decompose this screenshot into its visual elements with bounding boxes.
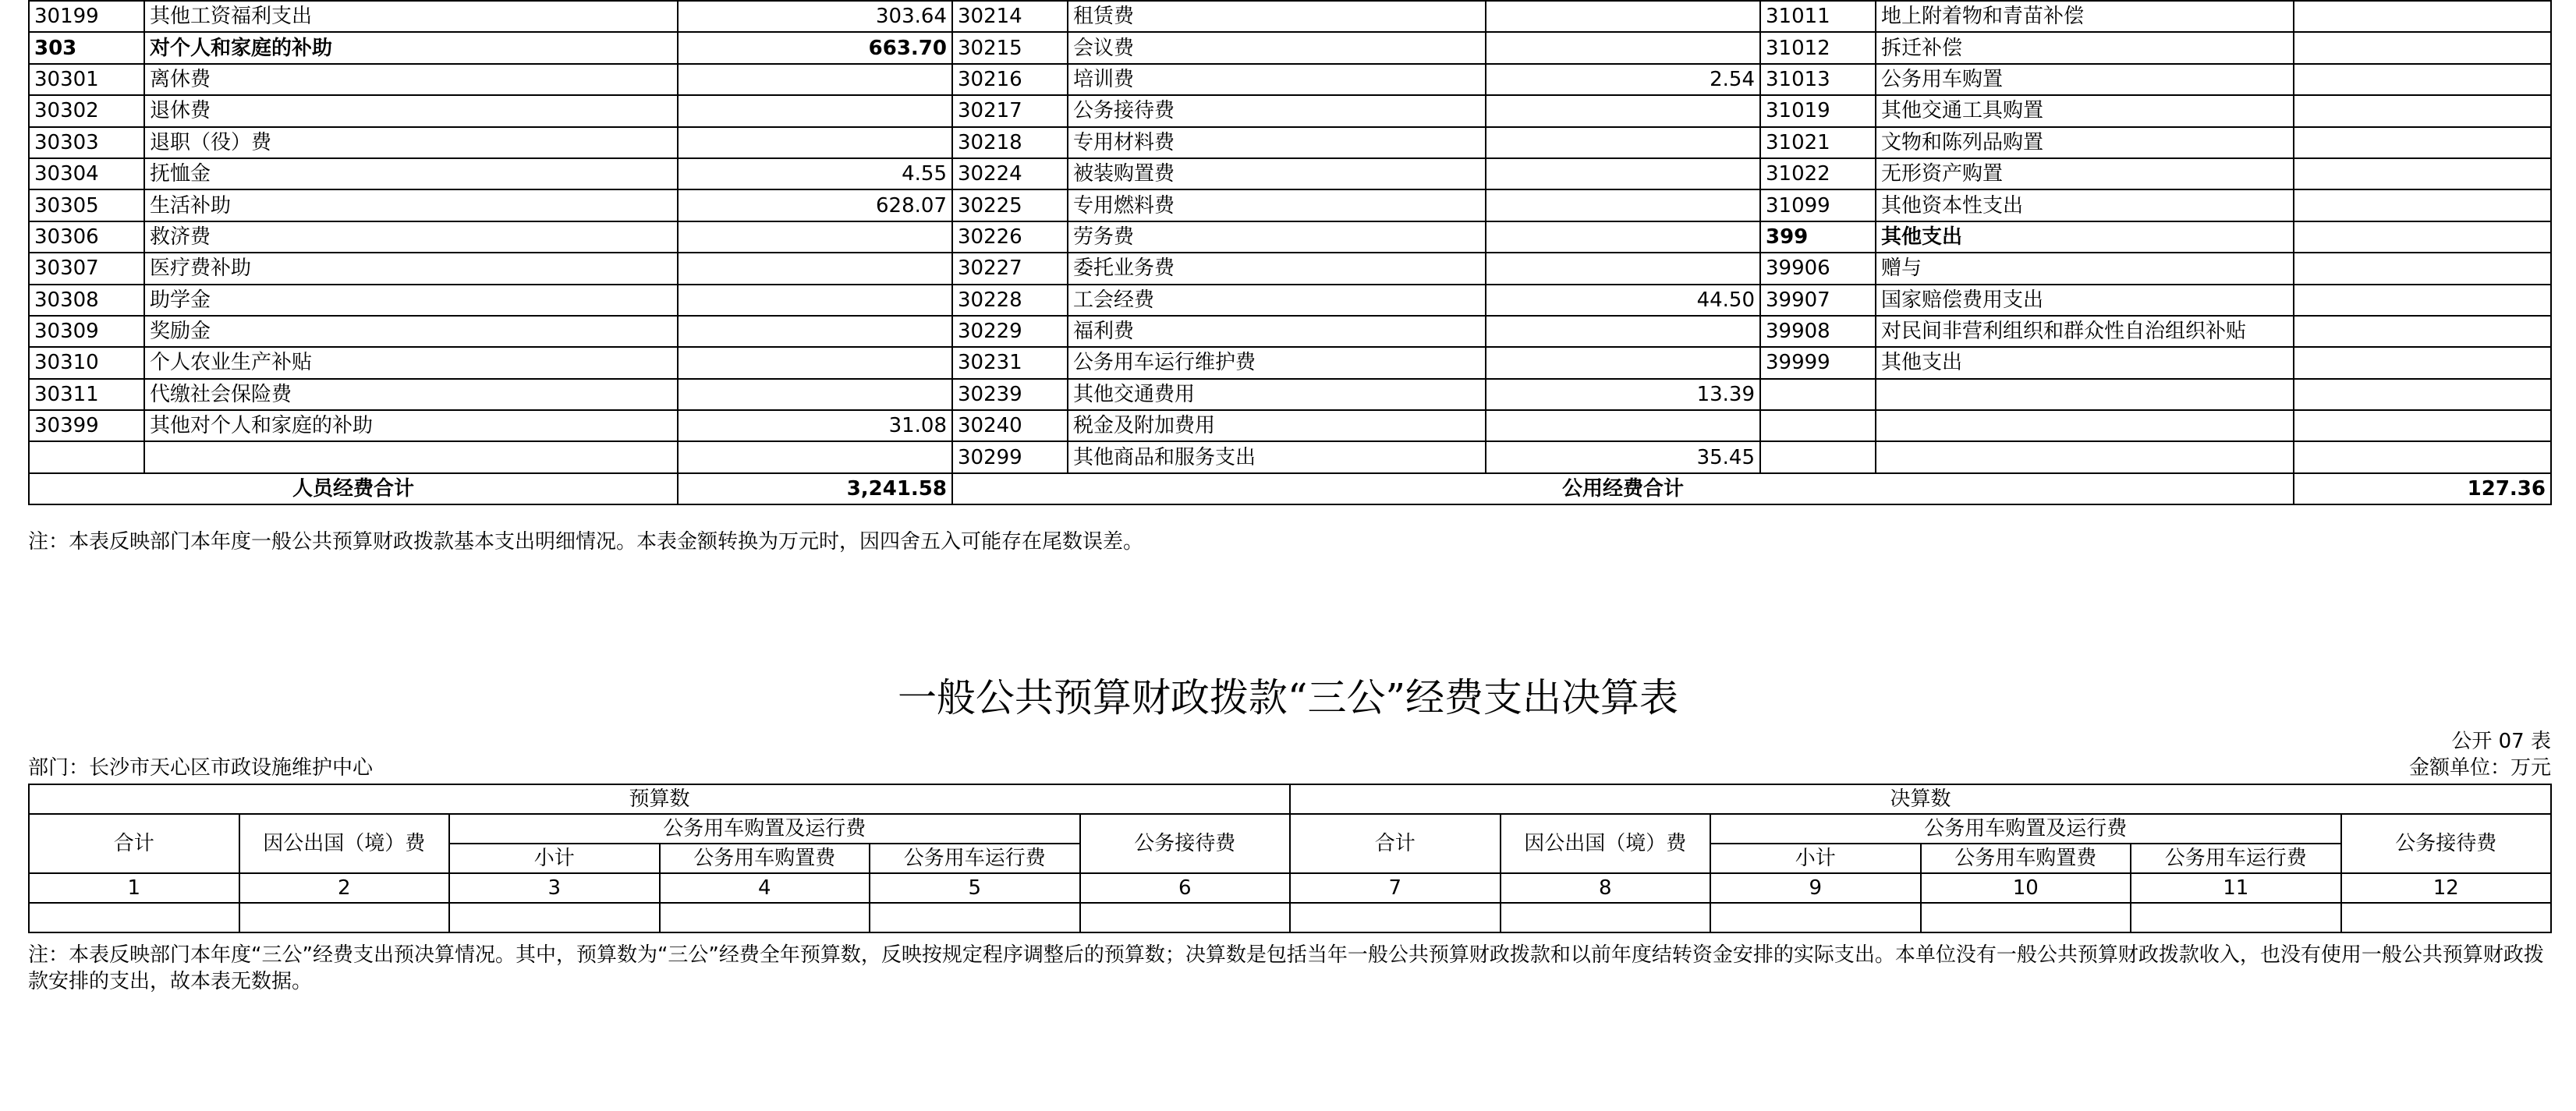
cell-amount-1: 303.64: [678, 1, 952, 32]
cell-name-3: 地上附着物和青苗补偿: [1876, 1, 2294, 32]
cell-name-2: 租赁费: [1068, 1, 1486, 32]
cell-amount-1: [678, 285, 952, 316]
cell-amount-3: [2294, 316, 2551, 347]
cell-amount-3: [2294, 64, 2551, 95]
cell-code-3: [1760, 441, 1876, 472]
cell-code-3: 39908: [1760, 316, 1876, 347]
column-number: 4: [660, 873, 870, 903]
cell-name-2: 公务用车运行维护费: [1068, 347, 1486, 378]
column-number: 5: [870, 873, 1080, 903]
table-row: [29, 64, 2551, 95]
cell-amount-3: [2294, 221, 2551, 253]
cell-name-1: 救济费: [144, 221, 678, 253]
column-number-row: [29, 873, 2551, 903]
cell-code-2: 30214: [952, 1, 1068, 32]
cell-name-1: 离休费: [144, 64, 678, 95]
cell-amount-3: [2294, 410, 2551, 441]
cell-name-3: 其他交通工具购置: [1876, 95, 2294, 126]
cell-code-2: 30226: [952, 221, 1068, 253]
page-title: 一般公共预算财政拨款“三公”经费支出决算表: [897, 675, 1679, 720]
cell-code-1: 30399: [29, 410, 144, 441]
budget-vehicle-header: 公务用车购置及运行费: [449, 814, 1080, 844]
cell-code-1: 30311: [29, 379, 144, 410]
cell-amount-2: [1486, 189, 1760, 221]
table-row: [29, 379, 2551, 410]
cell-amount-3: [2294, 32, 2551, 63]
cell-name-3: 拆迁补偿: [1876, 32, 2294, 63]
column-number: 1: [29, 873, 239, 903]
cell-name-2: 其他交通费用: [1068, 379, 1486, 410]
final-header: 决算数: [1290, 784, 2551, 814]
cell-code-1: 30305: [29, 189, 144, 221]
cell-code-3: 39999: [1760, 347, 1876, 378]
table-row: [29, 32, 2551, 63]
cell-code-1: [29, 441, 144, 472]
final-purchase-header: 公务用车购置费: [1921, 844, 2131, 873]
cell-amount-1: [678, 127, 952, 158]
header-row-1: [29, 784, 2551, 814]
column-number: 7: [1290, 873, 1501, 903]
table-row: [29, 441, 2551, 472]
table-row: [29, 189, 2551, 221]
budget-header: 预算数: [29, 784, 1290, 814]
cell-code-2: 30240: [952, 410, 1068, 441]
cell-amount-3: [2294, 253, 2551, 284]
cell-code-3: 31012: [1760, 32, 1876, 63]
cell-code-3: 31099: [1760, 189, 1876, 221]
cell-amount-2: [1486, 95, 1760, 126]
public-total-value: 127.36: [2294, 473, 2551, 504]
table-row: [29, 127, 2551, 158]
cell-name-1: [144, 441, 678, 472]
three-public-expenses-table: [28, 784, 2552, 933]
cell-amount-1: 4.55: [678, 158, 952, 189]
final-abroad-header: 因公出国（境）费: [1501, 814, 1711, 873]
header-row-2: [29, 814, 2551, 844]
column-number: 12: [2341, 873, 2552, 903]
cell-amount-1: [678, 64, 952, 95]
cell-amount-1: [678, 95, 952, 126]
table1-note: 注：本表反映部门本年度一般公共预算财政拨款基本支出明细情况。本表金额转换为万元时，因四舍五入可能存在尾数误差。: [28, 530, 1144, 554]
cell-code-3: 31019: [1760, 95, 1876, 126]
cell-code-1: 30309: [29, 316, 144, 347]
table-row: [29, 95, 2551, 126]
column-number: 9: [1710, 873, 1921, 903]
total-row: [29, 473, 2551, 504]
table-row: [29, 1, 2551, 32]
final-subtotal-header: 小计: [1710, 844, 1921, 873]
cell-code-3: [1760, 379, 1876, 410]
cell-name-3: 其他支出: [1876, 221, 2294, 253]
cell-code-3: [1760, 410, 1876, 441]
public-total-label: 公用经费合计: [952, 473, 2294, 504]
column-number: 6: [1080, 873, 1291, 903]
table2-note: 注：本表反映部门本年度“三公”经费支出预决算情况。其中，预算数为“三公”经费全年预算数，反映按规定程序调整后的预算数；决算数是包括当年一般公共预算财政拨款和以前年度结转资金安排的实际支出。本单位没有一般公共预算财政拨款收入，也没有使用一般公共预算财政拨款安排的支出，故本表无数据。: [28, 943, 2544, 993]
cell-name-1: 个人农业生产补贴: [144, 347, 678, 378]
cell-name-1: 医疗费补助: [144, 253, 678, 284]
cell-code-1: 303: [29, 32, 144, 63]
cell-amount-2: [1486, 1, 1760, 32]
cell-name-1: 其他工资福利支出: [144, 1, 678, 32]
cell-code-2: 30227: [952, 253, 1068, 284]
cell-name-3: 公务用车购置: [1876, 64, 2294, 95]
cell-code-1: 30199: [29, 1, 144, 32]
table-row: [29, 316, 2551, 347]
budget-abroad-header: 因公出国（境）费: [239, 814, 450, 873]
cell-amount-2: 44.50: [1486, 285, 1760, 316]
cell-name-2: 专用燃料费: [1068, 189, 1486, 221]
cell-amount-2: [1486, 316, 1760, 347]
cell-code-2: 30217: [952, 95, 1068, 126]
cell-amount-2: [1486, 158, 1760, 189]
cell-name-2: 委托业务费: [1068, 253, 1486, 284]
department-label: 部门：长沙市天心区市政设施维护中心: [28, 756, 374, 780]
cell-name-1: 助学金: [144, 285, 678, 316]
cell-amount-2: [1486, 127, 1760, 158]
cell-code-3: 39907: [1760, 285, 1876, 316]
cell-amount-3: [2294, 127, 2551, 158]
cell-name-1: 抚恤金: [144, 158, 678, 189]
cell-code-1: 30301: [29, 64, 144, 95]
final-vehicle-header: 公务用车购置及运行费: [1710, 814, 2341, 844]
cell-code-1: 30302: [29, 95, 144, 126]
cell-amount-3: [2294, 285, 2551, 316]
cell-amount-2: [1486, 410, 1760, 441]
unit-label: 金额单位：万元: [2408, 756, 2551, 780]
cell-code-2: 30216: [952, 64, 1068, 95]
cell-amount-2: 13.39: [1486, 379, 1760, 410]
final-reception-header: 公务接待费: [2341, 814, 2552, 873]
cell-amount-3: [2294, 158, 2551, 189]
cell-amount-3: [2294, 95, 2551, 126]
cell-code-3: 31011: [1760, 1, 1876, 32]
cell-code-3: 399: [1760, 221, 1876, 253]
budget-purchase-header: 公务用车购置费: [660, 844, 870, 873]
cell-code-2: 30224: [952, 158, 1068, 189]
cell-name-1: 退休费: [144, 95, 678, 126]
cell-name-3: 文物和陈列品购置: [1876, 127, 2294, 158]
budget-subtotal-header: 小计: [449, 844, 660, 873]
table-row: [29, 410, 2551, 441]
cell-code-3: 39906: [1760, 253, 1876, 284]
table-row: [29, 253, 2551, 284]
cell-amount-1: [678, 316, 952, 347]
cell-name-2: 其他商品和服务支出: [1068, 441, 1486, 472]
cell-amount-2: [1486, 253, 1760, 284]
personnel-total-label: 人员经费合计: [29, 473, 678, 504]
cell-code-1: 30303: [29, 127, 144, 158]
cell-code-2: 30218: [952, 127, 1068, 158]
personnel-total-value: 3,241.58: [678, 473, 952, 504]
cell-code-1: 30304: [29, 158, 144, 189]
cell-amount-2: [1486, 221, 1760, 253]
cell-code-2: 30299: [952, 441, 1068, 472]
cell-name-2: 专用材料费: [1068, 127, 1486, 158]
cell-code-2: 30239: [952, 379, 1068, 410]
cell-amount-3: [2294, 379, 2551, 410]
cell-name-1: 对个人和家庭的补助: [144, 32, 678, 63]
column-number: 11: [2131, 873, 2341, 903]
cell-code-3: 31013: [1760, 64, 1876, 95]
empty-data-row: [29, 903, 2551, 932]
cell-code-2: 30215: [952, 32, 1068, 63]
cell-name-2: 公务接待费: [1068, 95, 1486, 126]
cell-name-3: 对民间非营利组织和群众性自治组织补贴: [1876, 316, 2294, 347]
column-number: 8: [1501, 873, 1711, 903]
cell-name-3: 国家赔偿费用支出: [1876, 285, 2294, 316]
cell-amount-2: 2.54: [1486, 64, 1760, 95]
cell-code-2: 30229: [952, 316, 1068, 347]
cell-code-1: 30310: [29, 347, 144, 378]
cell-name-3: [1876, 379, 2294, 410]
column-number: 10: [1921, 873, 2131, 903]
cell-name-3: 赠与: [1876, 253, 2294, 284]
table-row: [29, 221, 2551, 253]
cell-name-2: 会议费: [1068, 32, 1486, 63]
cell-amount-2: [1486, 347, 1760, 378]
form-number: 公开 07 表: [2451, 730, 2551, 753]
final-total-header: 合计: [1290, 814, 1501, 873]
cell-amount-3: [2294, 347, 2551, 378]
table-row: [29, 347, 2551, 378]
cell-amount-3: [2294, 1, 2551, 32]
cell-name-1: 其他对个人和家庭的补助: [144, 410, 678, 441]
cell-name-3: 无形资产购置: [1876, 158, 2294, 189]
cell-amount-2: 35.45: [1486, 441, 1760, 472]
cell-name-2: 被装购置费: [1068, 158, 1486, 189]
cell-amount-1: 663.70: [678, 32, 952, 63]
cell-name-1: 奖励金: [144, 316, 678, 347]
budget-total-header: 合计: [29, 814, 239, 873]
final-operation-header: 公务用车运行费: [2131, 844, 2341, 873]
cell-amount-1: [678, 253, 952, 284]
cell-amount-1: 628.07: [678, 189, 952, 221]
cell-name-3: [1876, 441, 2294, 472]
table-row: [29, 158, 2551, 189]
cell-amount-3: [2294, 441, 2551, 472]
cell-amount-1: [678, 347, 952, 378]
cell-amount-1: [678, 221, 952, 253]
cell-code-3: 31022: [1760, 158, 1876, 189]
cell-name-1: 代缴社会保险费: [144, 379, 678, 410]
cell-name-2: 劳务费: [1068, 221, 1486, 253]
cell-code-1: 30307: [29, 253, 144, 284]
cell-code-1: 30306: [29, 221, 144, 253]
budget-operation-header: 公务用车运行费: [870, 844, 1080, 873]
cell-amount-1: [678, 441, 952, 472]
cell-name-3: 其他支出: [1876, 347, 2294, 378]
cell-code-2: 30225: [952, 189, 1068, 221]
cell-name-3: 其他资本性支出: [1876, 189, 2294, 221]
cell-amount-1: [678, 379, 952, 410]
cell-code-1: 30308: [29, 285, 144, 316]
cell-code-2: 30228: [952, 285, 1068, 316]
budget-reception-header: 公务接待费: [1080, 814, 1291, 873]
basic-expenditure-table: [28, 0, 2552, 505]
cell-code-3: 31021: [1760, 127, 1876, 158]
basic-expenditure-table-body: [29, 1, 2551, 473]
cell-name-2: 工会经费: [1068, 285, 1486, 316]
cell-name-1: 生活补助: [144, 189, 678, 221]
cell-name-2: 福利费: [1068, 316, 1486, 347]
cell-amount-1: 31.08: [678, 410, 952, 441]
cell-name-2: 税金及附加费用: [1068, 410, 1486, 441]
column-number: 2: [239, 873, 450, 903]
cell-name-1: 退职（役）费: [144, 127, 678, 158]
column-number: 3: [449, 873, 660, 903]
table-row: [29, 285, 2551, 316]
cell-code-2: 30231: [952, 347, 1068, 378]
cell-amount-3: [2294, 189, 2551, 221]
cell-name-2: 培训费: [1068, 64, 1486, 95]
cell-name-3: [1876, 410, 2294, 441]
cell-amount-2: [1486, 32, 1760, 63]
